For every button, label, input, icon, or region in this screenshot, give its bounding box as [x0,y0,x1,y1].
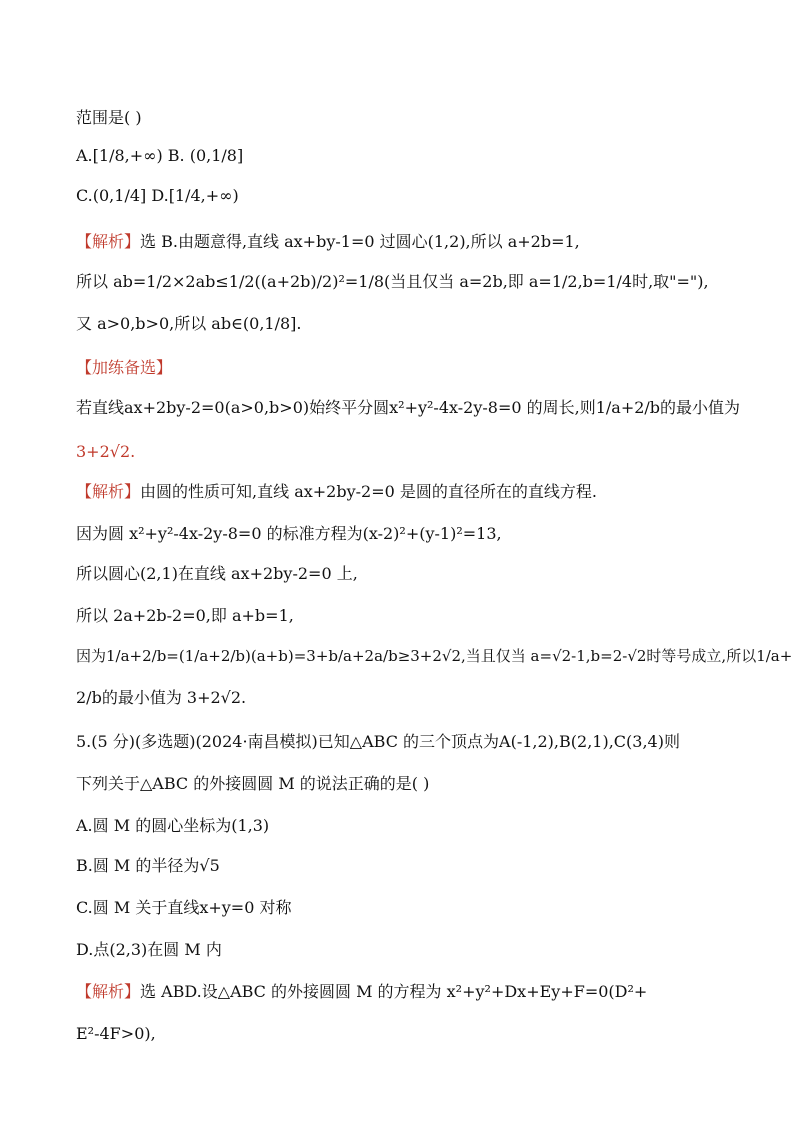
text: A.圆 M 的圆心坐标为(1,3) [76,816,270,835]
text: 【解析】由圆的性质可知,直线 ax+2by-2=0 是圆的直径所在的直线方程. [76,482,597,501]
solution-line [76,480,597,504]
text: C.圆 M 关于直线x+y=0 对称 [76,898,292,917]
text: E²-4F>0), [76,1024,156,1043]
solution-line [76,604,294,628]
text: D.点(2,3)在圆 M 内 [76,940,222,959]
question-stem-end [76,106,142,130]
solution-line [76,270,709,294]
option-row-ab [76,144,243,168]
solution-line [76,230,580,254]
text: 下列关于△ABC 的外接圆圆 M 的说法正确的是( ) [76,774,430,793]
option-a [76,814,269,838]
text: 所以圆心(2,1)在直线 ax+2by-2=0 上, [76,564,358,583]
text: 【加练备选】 [76,358,173,377]
solution-line [76,686,246,710]
text: 2/b的最小值为 3+2√2. [76,688,247,707]
option-c [76,896,291,920]
extra-practice-heading [76,356,172,380]
option-b [76,854,220,878]
analysis-tag: 【解析】 [76,982,141,1001]
text: C.(0,1/4] D.[1/4,+∞) [76,186,239,205]
text: 若直线ax+2by-2=0(a>0,b>0)始终平分圆x²+y²-4x-2y-8=0 的周长,则1/a+2/b的最小值为 [76,398,741,417]
solution-line [76,522,502,546]
text: 因为1/a+2/b=(1/a+2/b)(a+b)=3+b/a+2a/b≥3+2√2,当且仅当 a=√2-1,b=2-√2时等号成立,所以1/a+ [76,647,793,665]
text: 因为圆 x²+y²-4x-2y-8=0 的标准方程为(x-2)²+(y-1)²=13, [76,524,502,543]
text: 【解析】选 ABD.设△ABC 的外接圆圆 M 的方程为 x²+y²+Dx+Ey+F=0(D²+ [76,982,648,1001]
solution-line [76,562,358,586]
practice-question [76,396,740,420]
option-d [76,938,222,962]
text: 【解析】选 B.由题意得,直线 ax+by-1=0 过圆心(1,2),所以 a+2b=1, [76,232,580,251]
solution-line [76,644,792,668]
text: 又 a>0,b>0,所以 ab∈(0,1/8]. [76,314,302,333]
option-row-cd [76,184,239,208]
analysis-tag: 【解析】 [76,232,141,251]
solution-line [76,312,302,336]
text: 3+2√2. [76,442,136,461]
question-5-stem [76,730,680,754]
solution-line [76,1022,156,1046]
text: 所以 ab=1/2×2ab≤1/2((a+2b)/2)²=1/8(当且仅当 a=2b,即 a=1/2,b=1/4时,取"="), [76,272,709,291]
analysis-tag: 【解析】 [76,482,141,501]
text: 所以 2a+2b-2=0,即 a+b=1, [76,606,294,625]
text: 5.(5 分)(多选题)(2024·南昌模拟)已知△ABC 的三个顶点为A(-1,2),B(2,1),C(3,4)则 [76,732,680,751]
question-5-stem [76,772,429,796]
text: A.[1/8,+∞) B. (0,1/8] [76,146,244,165]
solution-line [76,980,647,1004]
text: 范围是( ) [76,108,142,127]
text: B.圆 M 的半径为√5 [76,856,220,875]
practice-answer [76,440,135,464]
